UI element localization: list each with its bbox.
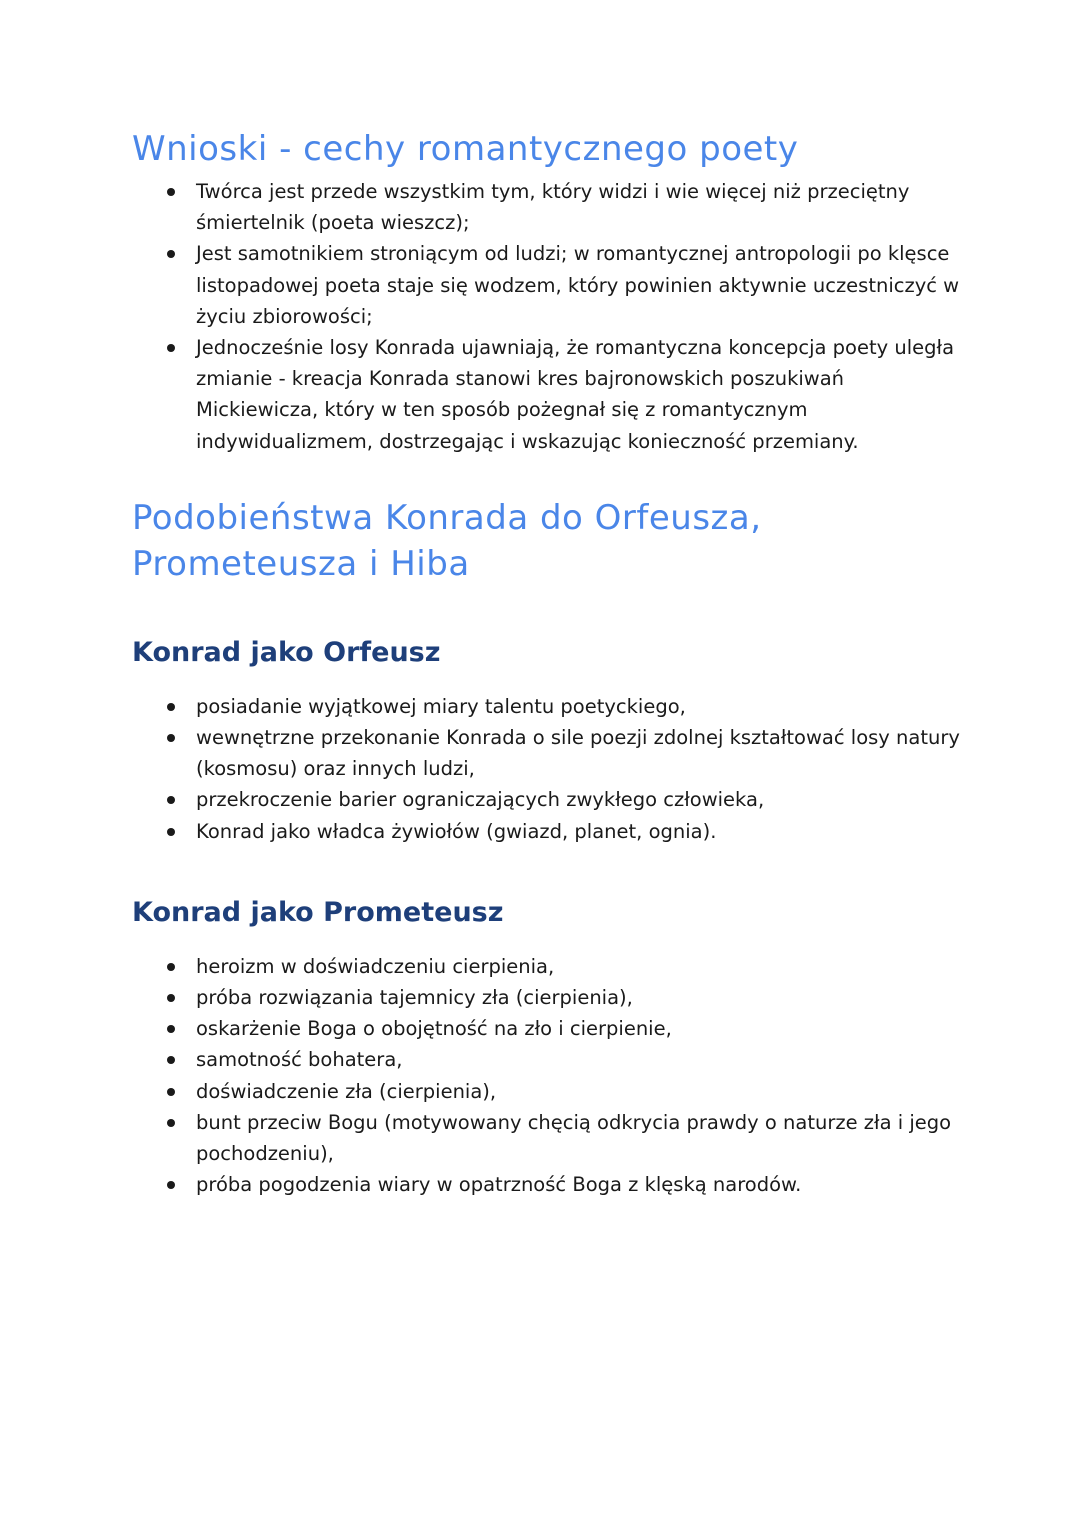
bullet-icon <box>167 703 175 711</box>
list-item-text: heroizm w doświadczeniu cierpienia, <box>196 954 555 978</box>
list-item <box>132 332 962 457</box>
list-item <box>132 691 962 722</box>
list-item-text: oskarżenie Boga o obojętność na zło i cierpienie, <box>196 1017 672 1041</box>
list-item-text: Konrad jako władca żywiołów (gwiazd, planet, ognia). <box>196 819 717 843</box>
list-item-text: Jednocześnie losy Konrada ujawniają, że romantyczna koncepcja poety uległa zmianie - kreacja Konrada stanowi kres bajronowskich poszukiwań Mickiewicza, który w ten sposób pożegnał się z romantycznym indywidualizmem, dostrzegając i wskazując konieczność przemiany. <box>196 336 955 453</box>
list-item-text: posiadanie wyjątkowej miary talentu poetyckiego, <box>196 694 686 718</box>
list-item <box>132 176 962 238</box>
conclusions-list <box>132 176 962 457</box>
list-item <box>132 1107 962 1169</box>
bullet-icon <box>167 796 175 804</box>
bullet-icon <box>167 344 175 352</box>
bullet-icon <box>167 734 175 742</box>
bullet-icon <box>167 1119 175 1127</box>
list-item <box>132 238 962 332</box>
list-item-text: wewnętrzne przekonanie Konrada o sile poezji zdolnej kształtować losy natury (kosmosu) oraz innych ludzi, <box>196 726 960 781</box>
list-item-text: doświadczenie zła (cierpienia), <box>196 1079 497 1103</box>
list-item <box>132 1169 962 1200</box>
similarities-heading: Podobieństwa Konrada do Orfeusza, Prometeusza i Hiba <box>132 497 762 584</box>
bullet-icon <box>167 188 175 196</box>
bullet-icon <box>167 828 175 836</box>
list-item-text: próba rozwiązania tajemnicy zła (cierpienia), <box>196 986 633 1010</box>
list-item-text: Jest samotnikiem stroniącym od ludzi; w romantycznej antropologii po klęsce listopadowej poeta staje się wodzem, który powinien aktywnie uczestniczyć w życiu zbiorowości; <box>196 242 960 328</box>
list-item <box>132 951 962 982</box>
list-item <box>132 816 962 847</box>
bullet-icon <box>167 963 175 971</box>
bullet-icon <box>167 1088 175 1096</box>
bullet-icon <box>167 994 175 1002</box>
list-item-text: bunt przeciw Bogu (motywowany chęcią odkrycia prawdy o naturze zła i jego pochodzeniu), <box>196 1110 952 1166</box>
bullet-icon <box>167 1025 175 1033</box>
list-item <box>132 1013 962 1044</box>
document-content <box>132 126 962 1200</box>
conclusions-heading: Wnioski - cechy romantycznego poety <box>132 129 799 169</box>
list-item-text: próba pogodzenia wiary w opatrzność Boga z klęską narodów. <box>196 1173 802 1197</box>
bullet-icon <box>167 1181 175 1189</box>
list-item <box>132 1044 962 1075</box>
prometeusz-list <box>132 951 962 1201</box>
list-item <box>132 784 962 815</box>
bullet-icon <box>167 1056 175 1064</box>
orfeusz-subheading: Konrad jako Orfeusz <box>132 636 441 668</box>
list-item <box>132 722 962 784</box>
orfeusz-list <box>132 691 962 847</box>
list-item-text: samotność bohatera, <box>196 1048 403 1072</box>
prometeusz-subheading: Konrad jako Prometeusz <box>132 896 504 928</box>
bullet-icon <box>167 250 175 258</box>
list-item-text: Twórca jest przede wszystkim tym, który widzi i wie więcej niż przeciętny śmiertelnik (poeta wieszcz); <box>196 180 910 235</box>
list-item-text: przekroczenie barier ograniczających zwykłego człowieka, <box>196 788 765 812</box>
list-item <box>132 1076 962 1107</box>
list-item <box>132 982 962 1013</box>
